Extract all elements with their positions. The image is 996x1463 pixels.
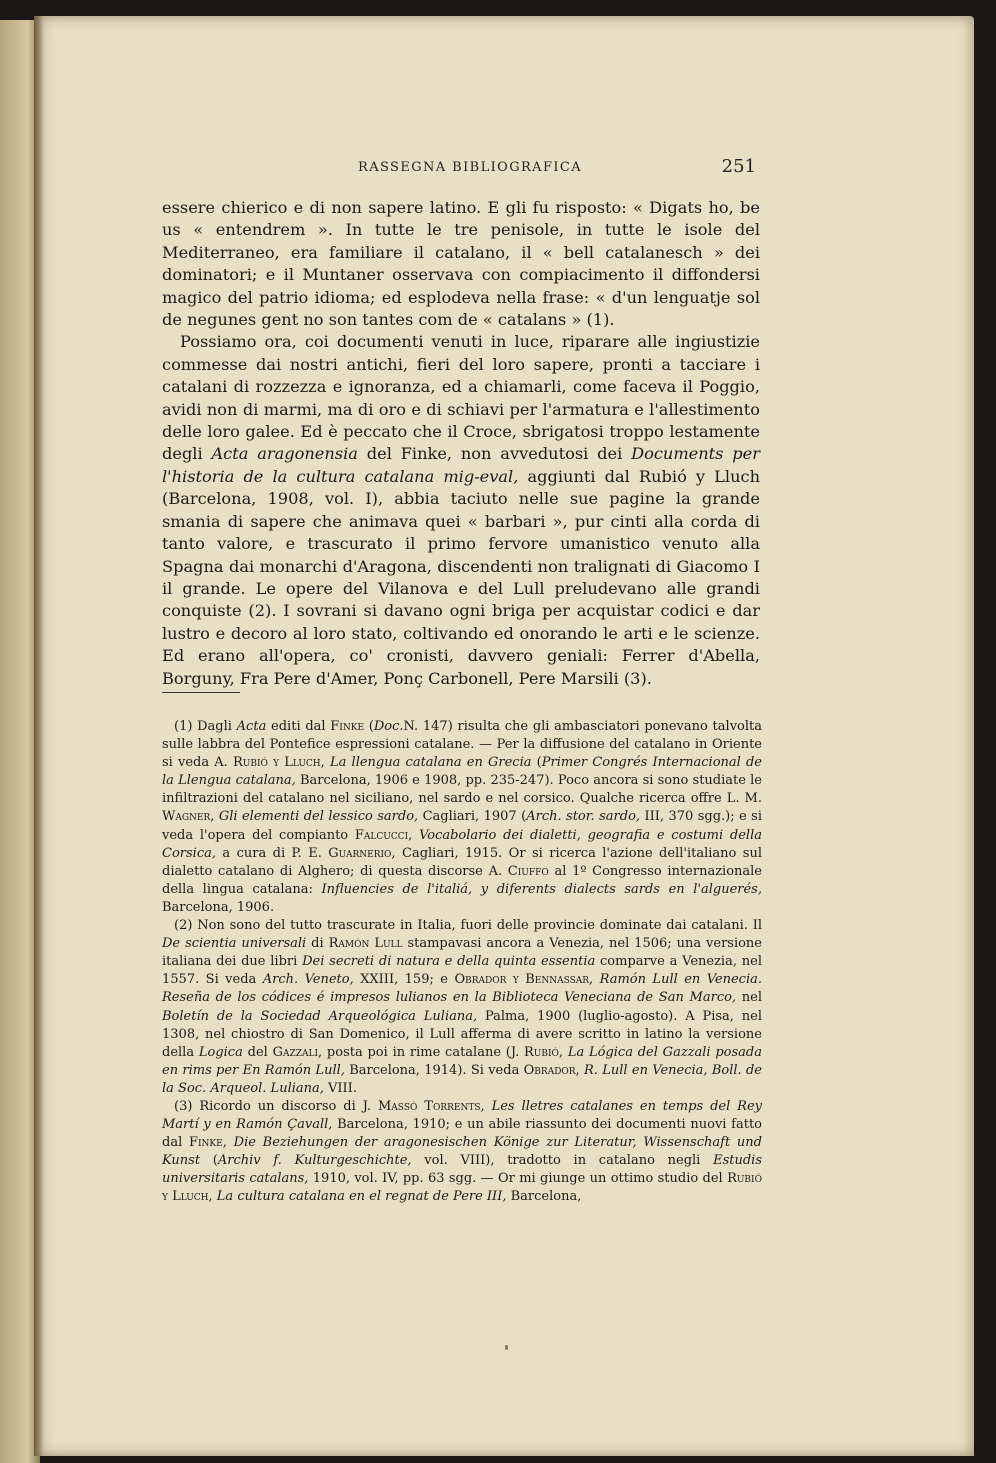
text-run: 1910, vol. IV, pp. 63 sgg. — Or mi giunge un ottimo studio del [308,1171,728,1187]
page-number: 251 [721,156,756,177]
page-header [358,156,760,182]
footnotes [162,718,762,1207]
text-run: nel [736,990,762,1006]
text-run: Cagliari, 1907 ( [418,809,527,825]
text-run: a cura di P. E. [215,845,329,861]
text-run: VIII. [323,1080,357,1096]
text-run: vol. VIII), tradotto in catalano negli [411,1153,714,1169]
paragraph-2 [162,331,760,690]
text-run [485,1099,492,1114]
text-run: del [242,1044,273,1060]
text-run: Archiv f. Kulturgeschichte, [217,1153,412,1169]
paragraph-1 [162,197,760,331]
text-run: Barcelona, 1914). Si veda [344,1062,524,1078]
running-head: RASSEGNA BIBLIOGRAFICA [358,160,583,175]
text-run: Finke [330,719,365,734]
text-run: Vocabolario dei dialetti, geografia e costumi della Corsica, [162,827,762,861]
text-run: Barcelona, [506,1189,582,1205]
text-run: Estudis universitaris catalans, [162,1153,762,1187]
text-run: Guarnerio, [328,845,396,861]
text-run: Cagliari, 1915. Or si ricerca l'azione dell'italiano sul dialetto catalano di Alghero; di questa discorse A. [162,845,762,879]
text-run: Doc. [373,719,404,734]
text-run: ( [364,719,374,734]
text-run: Gli elementi del lessico sardo, [218,809,419,825]
text-run: XXIII, 159; e [353,972,455,988]
text-run: Primer Congrés Internacional de la Llengua catalana, [162,755,763,789]
text-run: ( [200,1153,218,1169]
text-run: Die Beziehungen der aragonesischen Könige zur Literatur, Wissenschaft und Kunst [162,1135,762,1169]
text-run: Gazzali, [272,1044,323,1060]
text-run: N. 147) risulta che gli ambasciatori ponevano talvolta sulle labbra del Pontefice espressioni catalane. — Per la diffusione del catalano in Oriente si veda A. [162,719,762,771]
text-run: R. Lull en Venecia, Boll. de la Soc. Arqueol. Luliana, [162,1062,762,1096]
text-run: (2) Non sono del tutto trascurate in Italia, fuori delle provincie dominate dai catalani. Il [174,918,762,934]
text-run: (1) Dagli [174,719,237,734]
text-run: Les lletres catalanes en temps del Rey Martí y en Ramón Çavall, [162,1098,763,1133]
text-run: Boletín de la Sociedad Arqueológica Luliana, [162,1008,478,1024]
main-text [162,197,760,690]
text-run: stampavasi ancora a Venezia, nel 1506; una versione italiana dei due libri [162,936,763,970]
text-run: di [306,936,329,952]
text-run: Massó Torrents, [378,1098,485,1114]
footnote-2 [162,917,762,1098]
text-run [227,1135,234,1150]
text-run: La cultura catalana en el regnat de Pere III, [216,1189,507,1205]
paragraph-2-text-c: aggiunti dal Rubió y Lluch (Barcelona, 1908, vol. I), abbia taciuto nelle sue pagine la grande smania di sapere che animava quei « barbari », pur cinti alla corda di tanto valore, e trascurato il primo fervore umanistico venuto alla Spagna dai monarchi d'Aragona, discendenti non tralignati di Giacomo I il grande. Le opere del Vilanova e del Lull preludevano alle grandi conquiste (2). I sovrani si davano ogni briga per acquistar codici e dar lustro e decoro al loro stato, coltivando ed onorando le arti e le scienze. Ed erano all'opera, co' cronisti, davvero geniali: Ferrer d'Abella, Borguny, Fra Pere d'Amer, Ponç Carbonell, Pere Marsili (3). [162,466,760,688]
footnote-1 [162,718,762,917]
text-run: Falcucci, [354,827,413,843]
footnote-rule [162,692,240,693]
title-acta-aragonensia: Acta aragonensia [211,444,358,464]
text-run: Finke, [188,1135,227,1151]
paper-speck [505,1345,508,1350]
paragraph-1-text: essere chierico e di non sapere latino. E gli fu risposto: « Digats ho, be us « entendrem ». In tutte le tre penisole, in tutte le isole del Mediterraneo, era familiare il catalano, il « bell catalanesch » dei dominatori; e il Muntaner osservava con compiacimento il diffondersi magico del patrio idioma; ed esplodeva nella frase: « d'un lenguatje sol de negunes gent no son tantes com de « catalans » (1). [162,198,760,330]
text-run: Obrador, [523,1062,580,1078]
text-run: al 1º Congresso internazionale della lingua catalana: [162,863,763,897]
title-documents: Documents per l'historia de la cultura catalana mig-eval, [162,444,760,486]
text-run: Arch. Veneto, [262,972,354,988]
text-run: III, 370 sgg.); e si veda l'opera del compianto [162,809,762,843]
text-run: De scientia universali [162,936,307,952]
page-gutter [34,16,44,1456]
text-run: Rubió, [523,1044,564,1060]
text-run: comparve a Venezia, nel 1557. Si veda [162,954,762,988]
text-run: Ciuffo [507,863,549,879]
text-run: Ramón Lull [328,936,403,952]
text-run: Arch. stor. sardo, [526,809,641,825]
text-run: Dei secreti di natura e della quinta essentia [302,954,596,970]
text-run: Influencies de l'italiá, y diferents dialects sards en l'alguerés, [321,881,762,897]
footnote-3 [162,1098,762,1207]
text-run: La llengua catalana en Grecia [329,755,532,771]
text-run: La Lógica del Gazzali posada en rims per En Ramón Lull, [162,1044,762,1078]
paragraph-2-text-b: del Finke, non avvedutosi dei [357,444,632,464]
text-run: posta poi in rime catalane (J. [322,1044,524,1060]
text-run: Barcelona, 1906. [162,899,275,915]
text-run: Ramón Lull en Venecia. Reseña de los códices é impresos lulianos en la Biblioteca Veneciana de San Marco, [162,972,762,1006]
text-run: Obrador y Bennassar, [454,972,594,988]
text-run: Logica [198,1044,243,1060]
text-run: ( [531,755,542,771]
text-run: Palma, 1900 (luglio-agosto). A Pisa, nel 1308, nel chiostro di San Domenico, il Lull afferma di avere scritto in latino la versione della [162,1008,763,1060]
paragraph-2-text-a: Possiamo ora, coi documenti venuti in luce, riparare alle ingiustizie commesse dai nostri antichi, fieri del loro sapere, pronti a tacciare i catalani di rozzezza e ignoranza, ed a chiamarli, come faceva il Poggio, avidi non di marmi, ma di oro e di schiavi per l'armatura e l'allestimento delle loro galee. Ed è peccato che il Croce, sbrigatosi troppo lestamente degli [162,332,760,464]
text-run: Barcelona, 1910; e un abile riassunto dei documenti nuovi fatto dal [162,1117,762,1151]
text-run: (3) Ricordo un discorso di J. [174,1098,378,1114]
text-run: Rubió y Lluch, [233,755,325,771]
text-run: editi dal [266,719,331,734]
text-run: Wagner, [162,809,215,825]
text-run: Barcelona, 1906 e 1908, pp. 235-247). Poco ancora si sono studiate le infiltrazioni del catalano nel siciliano, nel sardo e nel corsico. Qualche ricerca offre L. M. [162,773,762,807]
text-run: Rubió y Lluch, [162,1171,762,1205]
text-run: Acta [236,719,267,734]
